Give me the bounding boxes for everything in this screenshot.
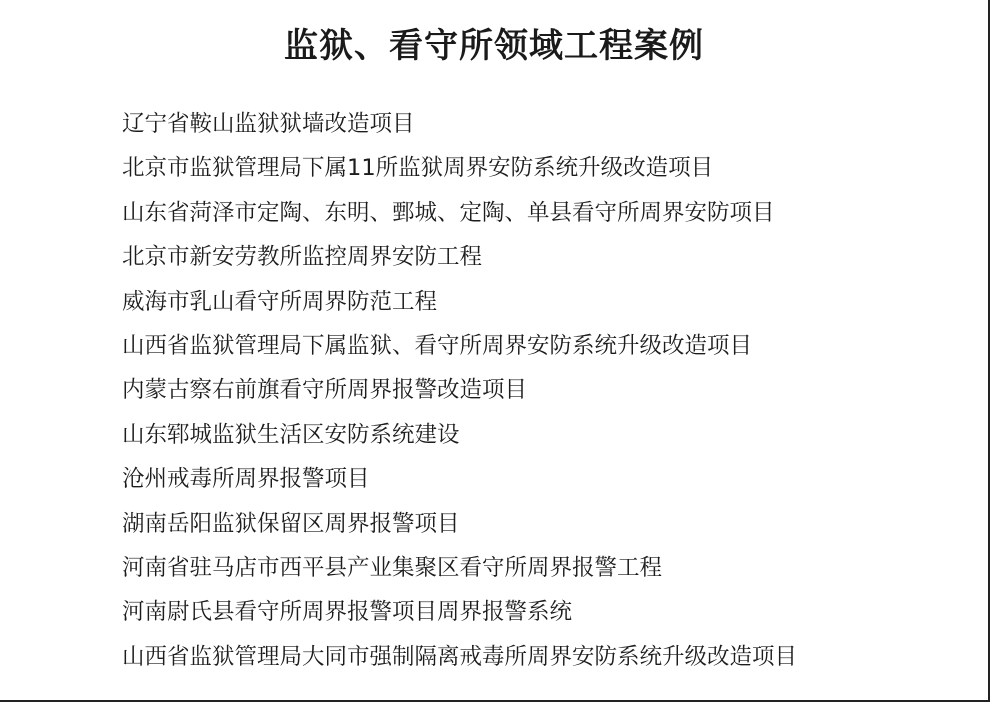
list-item: 山东省菏泽市定陶、东明、鄄城、定陶、单县看守所周界安防项目 [122,199,775,226]
list-item: 辽宁省鞍山监狱狱墙改造项目 [122,111,415,137]
case-list [122,102,797,679]
list-item: 北京市监狱管理局下属11所监狱周界安防系统升级改造项目 [122,155,714,182]
list-item: 沧州戒毒所周界报警项目 [122,466,370,493]
list-item: 内蒙古察右前旗看守所周界报警改造项目 [122,377,528,404]
list-item: 山东郓城监狱生活区安防系统建设 [122,421,460,448]
list-item: 北京市新安劳教所监控周界安防工程 [122,244,483,271]
list-item: 河南尉氏县看守所周界报警项目周界报警系统 [122,599,573,626]
list-item: 威海市乳山看守所周界防范工程 [122,288,438,315]
list-item: 湖南岳阳监狱保留区周界报警项目 [122,510,460,537]
list-item: 山西省监狱管理局下属监狱、看守所周界安防系统升级改造项目 [122,332,753,359]
page-title: 监狱、看守所领域工程案例 [284,26,704,66]
list-item: 山西省监狱管理局大同市强制隔离戒毒所周界安防系统升级改造项目 [122,643,798,670]
list-item: 河南省驻马店市西平县产业集聚区看守所周界报警工程 [122,554,663,581]
